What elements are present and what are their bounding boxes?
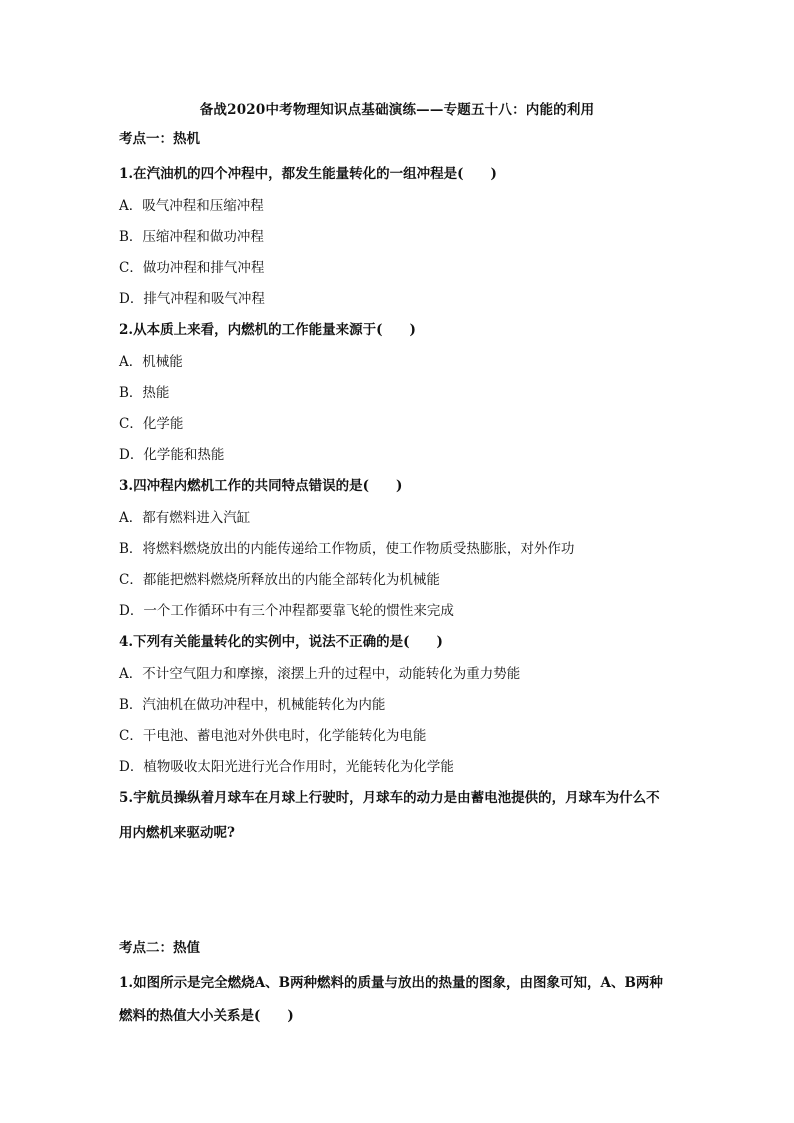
question-4-option-d: D．植物吸收太阳光进行光合作用时，光能转化为化学能 (119, 759, 454, 775)
question-4-option-b: B．汽油机在做功冲程中，机械能转化为内能 (119, 697, 386, 713)
question-1-option-a: A．吸气冲程和压缩冲程 (119, 198, 264, 214)
question-6-stem-line-2: 燃料的热值大小关系是( ) (119, 1008, 294, 1024)
question-3-option-b: B．将燃料燃烧放出的内能传递给工作物质，使工作物质受热膨胀，对外作功 (119, 541, 575, 557)
question-3-option-c: C．都能把燃料燃烧所释放出的内能全部转化为机械能 (119, 572, 440, 588)
question-3-option-d: D．一个工作循环中有三个冲程都要靠飞轮的惯性来完成 (119, 603, 454, 619)
question-1-option-c: C．做功冲程和排气冲程 (119, 260, 265, 276)
question-4-option-a: A．不计空气阻力和摩擦，滚摆上升的过程中，动能转化为重力势能 (119, 666, 521, 682)
section-heading-heat-engine: 考点一：热机 (119, 131, 200, 147)
question-4-stem: 4.下列有关能量转化的实例中，说法不正确的是( ) (119, 634, 443, 650)
question-2-option-b: B．热能 (119, 385, 170, 401)
question-2-option-a: A．机械能 (119, 354, 183, 370)
question-3-option-a: A．都有燃料进入汽缸 (119, 510, 251, 526)
section-heading-heat-value: 考点二：热值 (119, 940, 200, 956)
document-title: 备战2020中考物理知识点基础演练——专题五十八：内能的利用 (199, 102, 595, 118)
question-1-option-d: D．排气冲程和吸气冲程 (119, 291, 265, 307)
question-6-stem-line-1: 1.如图所示是完全燃烧A、B两种燃料的质量与放出的热量的图象，由图象可知，A、B两种 (119, 975, 663, 991)
question-1-option-b: B．压缩冲程和做功冲程 (119, 229, 264, 245)
question-3-stem: 3.四冲程内燃机工作的共同特点错误的是( ) (119, 478, 403, 494)
question-1-stem: 1.在汽油机的四个冲程中，都发生能量转化的一组冲程是( ) (119, 166, 497, 182)
question-5-stem-line-2: 用内燃机来驱动呢? (119, 825, 235, 841)
question-2-stem: 2.从本质上来看，内燃机的工作能量来源于( ) (119, 322, 416, 338)
question-5-stem-line-1: 5.宇航员操纵着月球车在月球上行驶时，月球车的动力是由蓄电池提供的，月球车为什么不 (119, 790, 660, 806)
question-4-option-c: C．干电池、蓄电池对外供电时，化学能转化为电能 (119, 728, 427, 744)
question-2-option-c: C．化学能 (119, 416, 184, 432)
question-2-option-d: D．化学能和热能 (119, 447, 225, 463)
